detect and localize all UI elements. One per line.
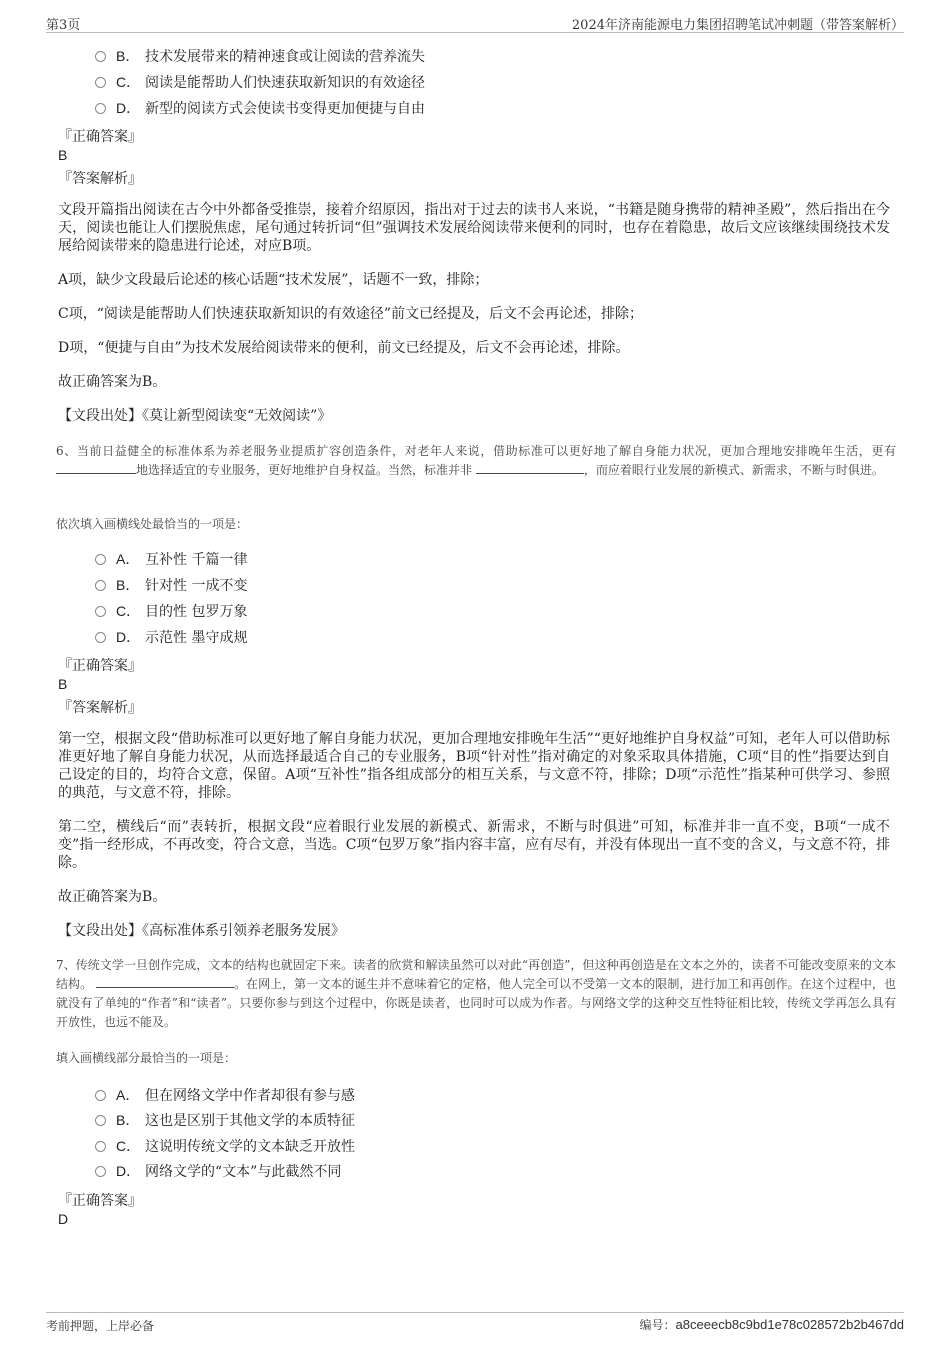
q5-source: 【文段出处】《莫让新型阅读变“无效阅读”》: [58, 408, 332, 424]
radio-icon[interactable]: [95, 1166, 106, 1177]
q5-analysis-paragraph: D项，“便捷与自由”为技术发展给阅读带来的便利，前文已经提及，后文不会再论述，排除。: [58, 340, 630, 356]
q6-answer-label: 『正确答案』: [58, 658, 142, 674]
q7-prompt: 填入画横线部分最恰当的一项是：: [56, 1051, 237, 1065]
document-code: 编号：a8ceeecb8c9bd1e78c028572b2b467dd: [639, 1317, 904, 1332]
q6-option-b[interactable]: B． 针对性 一成不变: [95, 575, 247, 596]
q7-stem: 7、传统文学一旦创作完成，文本的结构也就固定下来。读者的欣赏和解读虽然可以对此“再创造”，但这种再创造是在文本之外的，读者不可能改变原来的文本结构。 。在网上，第一文本的诞生并不意味着它的定格，他人完全可以不受第一文本的限制，进行加工和再创作。在这个过程中，也就没有了单纯的“作者”和“读者”。只要你参与到这个过程中，你既是读者，也同时可以成为作者。与网络文学的这种交互性特征相比较，传统文学再怎么具有开放性，也远不能及。: [56, 958, 896, 1029]
q7-answer: D: [58, 1211, 69, 1227]
q6-source: 【文段出处】《高标准体系引领养老服务发展》: [58, 923, 345, 939]
radio-icon[interactable]: [95, 606, 106, 617]
radio-icon[interactable]: [95, 51, 106, 62]
document-title: 2024年济南能源电力集团招聘笔试冲刺题（带答案解析）: [571, 18, 904, 33]
q6-option-c[interactable]: C． 目的性 包罗万象: [95, 601, 247, 622]
q5-analysis-paragraph: A项，缺少文段最后论述的核心话题“技术发展”，话题不一致，排除；: [58, 272, 489, 288]
radio-icon[interactable]: [95, 632, 106, 643]
q7-option-b[interactable]: B． 这也是区别于其他文学的本质特征: [95, 1110, 355, 1131]
q5-option-b[interactable]: B． 技术发展带来的精神速食或让阅读的营养流失: [95, 46, 425, 67]
q6-answer: B: [58, 676, 68, 692]
radio-icon[interactable]: [95, 77, 106, 88]
q5-option-c[interactable]: C． 阅读是能帮助人们快速获取新知识的有效途径: [95, 72, 425, 93]
q6-option-d[interactable]: D． 示范性 墨守成规: [95, 627, 247, 648]
radio-icon[interactable]: [95, 1115, 106, 1126]
q6-stem: 6、当前日益健全的标准体系为养老服务业提质扩容创造条件，对老年人来说，借助标准可以更好地了解自身能力状况，更加合理地安排晚年生活，更有 地选择适宜的专业服务，更好地维护自身权益。当然，标准并非 ，而应着眼行业发展的新模式、新需求，不断与时俱进。: [56, 444, 896, 477]
footer-slogan: 考前押题，上岸必备: [46, 1319, 155, 1333]
q6-option-a[interactable]: A． 互补性 千篇一律: [95, 549, 247, 570]
q6-blank-1: [56, 461, 136, 474]
radio-icon[interactable]: [95, 580, 106, 591]
q6-analysis-paragraph: 第一空，根据文段“借助标准可以更好地了解自身能力状况，更加合理地安排晚年生活”“更好地维护自身权益”可知，老年人可以借助标准更好地了解自身能力状况，从而选择最适合自己的专业服务，B项“针对性”指对确定的对象采取具体措施，C项“目的性”指要达到自己设定的目的，均符合文意，保留。A项“互补性”指各组成部分的相互关系，与文意不符，排除；D项“示范性”指某种可供学习、参照的典范，与文意不符，排除。: [58, 731, 890, 801]
q6-prompt: 依次填入画横线处最恰当的一项是：: [56, 517, 249, 531]
q7-answer-label: 『正确答案』: [58, 1193, 142, 1209]
q5-option-d[interactable]: D． 新型的阅读方式会使读书变得更加便捷与自由: [95, 98, 425, 119]
radio-icon[interactable]: [95, 554, 106, 565]
page-footer: [46, 1312, 904, 1337]
q6-analysis-paragraph: 故正确答案为B。: [58, 889, 167, 905]
q7-blank: [96, 975, 234, 988]
q5-analysis-label: 『答案解析』: [58, 171, 142, 187]
q5-analysis-paragraph: C项，“阅读是能帮助人们快速获取新知识的有效途径”前文已经提及，后文不会再论述，排除；: [58, 306, 644, 322]
q5-analysis-paragraph: 文段开篇指出阅读在古今中外都备受推崇，接着介绍原因，指出对于过去的读书人来说，“书籍是随身携带的精神圣殿”，然后指出在今天，阅读也能让人们摆脱焦虑，尾句通过转折词“但”强调技术发展给阅读带来便利的同时，也存在着隐患，故后文应该继续围绕技术发展给阅读带来的隐患进行论述，对应B项。: [58, 202, 890, 254]
q7-option-d[interactable]: D． 网络文学的“文本”与此截然不同: [95, 1161, 341, 1182]
q5-analysis-paragraph: 故正确答案为B。: [58, 374, 167, 390]
q7-option-c[interactable]: C． 这说明传统文学的文本缺乏开放性: [95, 1136, 355, 1157]
radio-icon[interactable]: [95, 103, 106, 114]
q5-answer: B: [58, 147, 68, 163]
q7-option-a[interactable]: A． 但在网络文学中作者却很有参与感: [95, 1085, 355, 1106]
page-number: 第3页: [46, 18, 81, 33]
radio-icon[interactable]: [95, 1141, 106, 1152]
q6-blank-2: [476, 461, 584, 474]
page-header: [46, 10, 904, 33]
q6-analysis-label: 『答案解析』: [58, 700, 142, 716]
radio-icon[interactable]: [95, 1090, 106, 1101]
q5-answer-label: 『正确答案』: [58, 129, 142, 145]
q6-analysis-paragraph: 第二空，横线后“而”表转折，根据文段“应着眼行业发展的新模式、新需求，不断与时俱进”可知，标准并非一直不变，B项“一成不变”指一经形成，不再改变，符合文意，当选。C项“包罗万象”指内容丰富，应有尽有，并没有体现出一直不变的含义，与文意不符，排除。: [58, 819, 890, 871]
